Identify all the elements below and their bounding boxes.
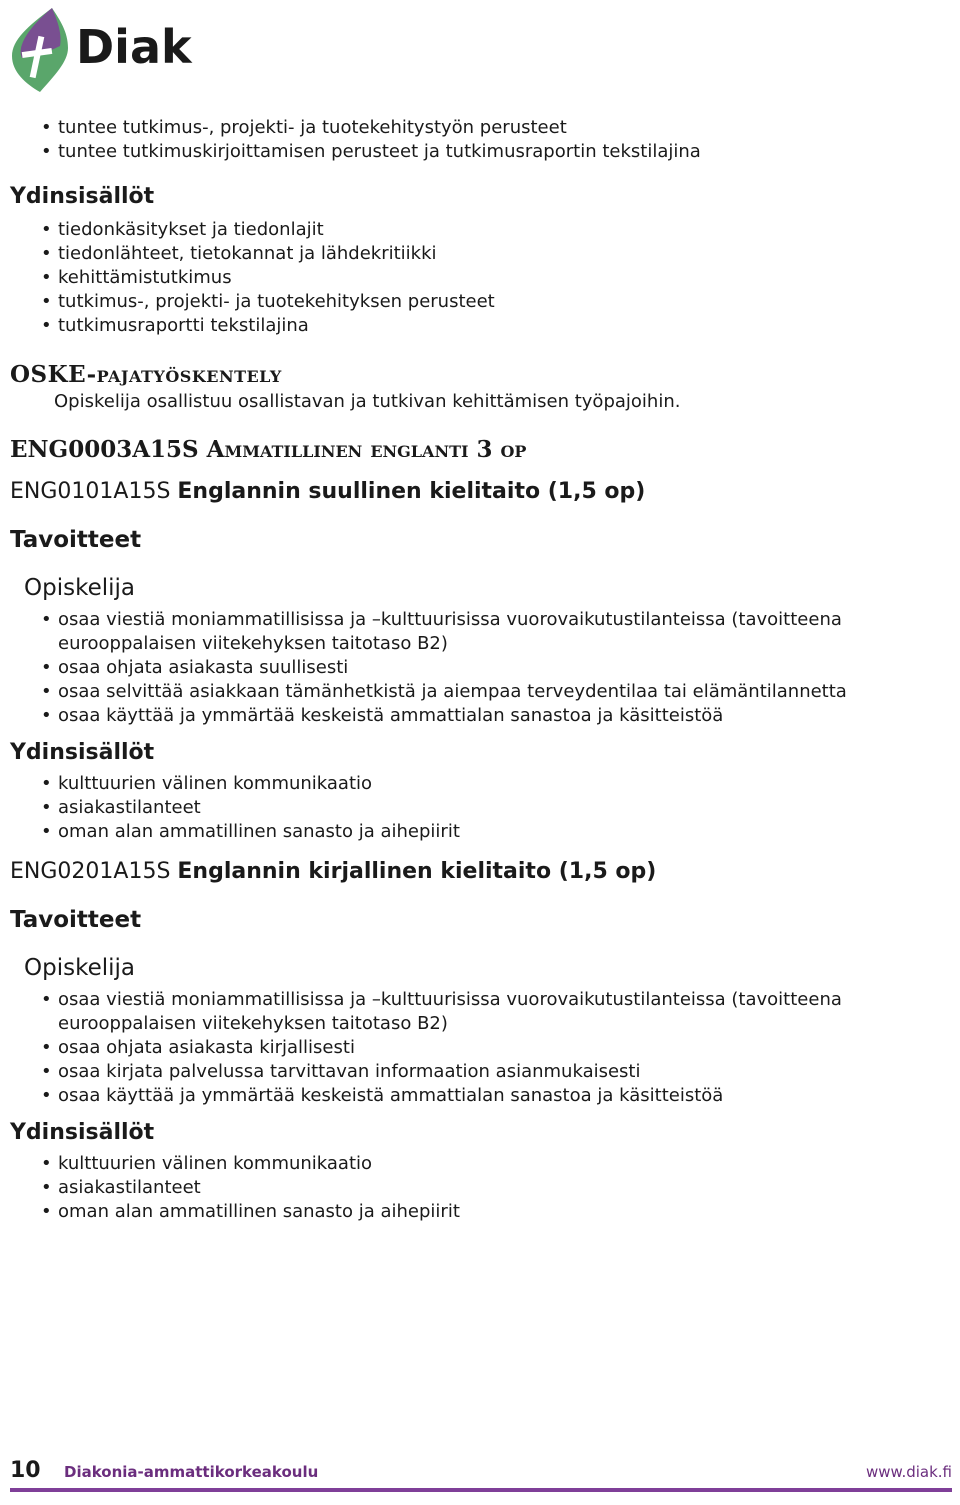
- page-number: 10: [10, 1458, 41, 1483]
- list-item: • kulttuurien välinen kommunikaatio: [58, 772, 940, 796]
- list-item: • oman alan ammatillinen sanasto ja aihepiirit: [58, 820, 940, 844]
- list-item: • tuntee tutkimus-, projekti- ja tuotekehitystyön perusteet: [58, 116, 940, 140]
- list-item: • tuntee tutkimuskirjoittamisen perusteet ja tutkimusraportin tekstilajina: [58, 140, 940, 164]
- list-item: • osaa selvittää asiakkaan tämänhetkistä ja aiempaa terveydentilaa tai elämäntilannetta: [58, 680, 940, 704]
- oske-heading: OSKE-pajatyöskentely: [10, 361, 282, 388]
- opiskelija-heading: Opiskelija: [24, 575, 135, 601]
- subcourse-name: Englannin kirjallinen kielitaito (1,5 op): [177, 859, 657, 884]
- tavoitteet-heading: Tavoitteet: [10, 527, 142, 553]
- diak-logo: [8, 6, 208, 96]
- goals-list-1: [10, 608, 940, 728]
- list-item: • osaa ohjata asiakasta suullisesti: [58, 656, 940, 680]
- subcourse-heading-2: [10, 856, 940, 888]
- ydin-list-1: [10, 772, 940, 844]
- list-item: • osaa kirjata palvelussa tarvittavan informaation asianmukaisesti: [58, 1060, 940, 1084]
- page-footer: [10, 1458, 952, 1492]
- list-item: • kehittämistutkimus: [58, 266, 940, 290]
- section-heading-ydinsisallot: Ydinsisällöt: [10, 1120, 155, 1145]
- list-item: • asiakastilanteet: [58, 796, 940, 820]
- list-item: • osaa ohjata asiakasta kirjallisesti: [58, 1036, 940, 1060]
- subcourse-code: ENG0201A15S: [10, 859, 171, 884]
- subcourse-name: Englannin suullinen kielitaito (1,5 op): [177, 479, 646, 504]
- section-heading-ydinsisallot: Ydinsisällöt: [10, 184, 155, 209]
- page-content: [10, 116, 940, 1224]
- list-item: • oman alan ammatillinen sanasto ja aihepiirit: [58, 1200, 940, 1224]
- footer-organization: Diakonia-ammattikorkeakoulu: [64, 1463, 319, 1481]
- intro-list: [10, 116, 940, 164]
- list-item: • tutkimus-, projekti- ja tuotekehityksen perusteet: [58, 290, 940, 314]
- tavoitteet-heading: Tavoitteet: [10, 907, 142, 933]
- list-item: • osaa käyttää ja ymmärtää keskeistä ammattialan sanastoa ja käsitteistöä: [58, 704, 940, 728]
- diak-logo-icon: [8, 6, 208, 96]
- course-heading: ENG0003A15S Ammatillinen englanti 3 op: [10, 436, 527, 463]
- list-item: • osaa käyttää ja ymmärtää keskeistä ammattialan sanastoa ja käsitteistöä: [58, 1084, 940, 1108]
- list-item: • tiedonlähteet, tietokannat ja lähdekritiikki: [58, 242, 940, 266]
- list-item: • tutkimusraportti tekstilajina: [58, 314, 940, 338]
- list-item: • kulttuurien välinen kommunikaatio: [58, 1152, 940, 1176]
- oske-text: Opiskelija osallistuu osallistavan ja tutkivan kehittämisen työpajoihin.: [54, 391, 681, 412]
- list-item: • osaa viestiä moniammatillisissa ja –kulttuurisissa vuorovaikutustilanteissa (tavoitteena eurooppalaisen viitekehyksen taitotaso B2): [58, 608, 940, 656]
- goals-list-2: [10, 988, 940, 1108]
- opiskelija-heading: Opiskelija: [24, 955, 135, 981]
- ydin1-list: [10, 218, 940, 338]
- footer-website-link[interactable]: www.diak.fi: [866, 1463, 952, 1481]
- ydin-list-2: [10, 1152, 940, 1224]
- logo-text: Diak: [76, 20, 192, 74]
- subcourse-code: ENG0101A15S: [10, 479, 171, 504]
- subcourse-heading-1: [10, 476, 940, 508]
- list-item: • asiakastilanteet: [58, 1176, 940, 1200]
- list-item: • tiedonkäsitykset ja tiedonlajit: [58, 218, 940, 242]
- list-item: • osaa viestiä moniammatillisissa ja –kulttuurisissa vuorovaikutustilanteissa (tavoitteena eurooppalaisen viitekehyksen taitotaso B2): [58, 988, 940, 1036]
- section-heading-ydinsisallot: Ydinsisällöt: [10, 740, 155, 765]
